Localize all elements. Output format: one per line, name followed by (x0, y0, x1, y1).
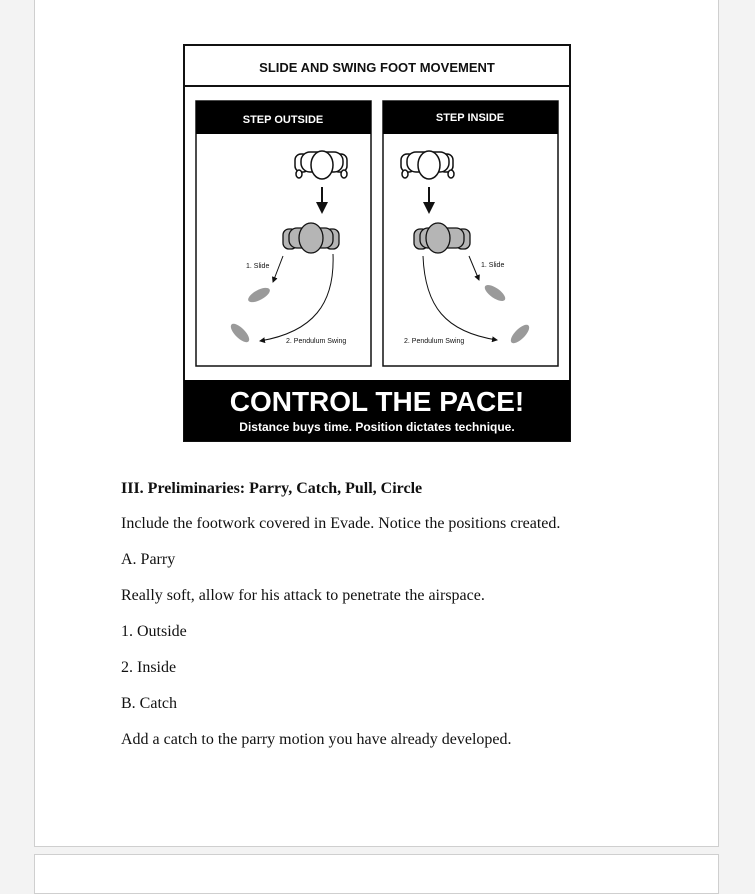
subsection-catch: B. Catch (121, 695, 177, 712)
section-heading: III. Preliminaries: Parry, Catch, Pull, Circle (121, 480, 423, 497)
catch-paragraph: Add a catch to the parry motion you have already developed. (121, 731, 512, 748)
outside-slide-label: 1. Slide (246, 263, 270, 270)
outside-swing-label: 2. Pendulum Swing (286, 338, 347, 345)
document-page (34, 0, 719, 847)
inside-slide-label: 1. Slide (481, 262, 505, 269)
footwork-diagram (183, 44, 571, 442)
list-item-inside: 2. Inside (121, 659, 177, 676)
next-document-page (34, 854, 719, 894)
step-outside-title: STEP OUTSIDE (242, 114, 324, 126)
document-body (121, 479, 681, 766)
diagram-title: SLIDE AND SWING FOOT MOVEMENT (259, 60, 495, 75)
banner-subtitle: Distance buys time. Position dictates technique. (239, 420, 515, 434)
step-inside-title: STEP INSIDE (435, 112, 505, 124)
banner-title: CONTROL THE PACE! (229, 386, 525, 417)
parry-paragraph: Really soft, allow for his attack to penetrate the airspace. (121, 587, 485, 604)
list-item-outside: 1. Outside (121, 623, 187, 640)
step-inside-panel (383, 101, 558, 366)
inside-swing-label: 2. Pendulum Swing (404, 338, 465, 345)
intro-paragraph: Include the footwork covered in Evade. Notice the positions created. (121, 515, 561, 532)
step-outside-panel (196, 101, 371, 366)
subsection-parry: A. Parry (121, 551, 176, 568)
